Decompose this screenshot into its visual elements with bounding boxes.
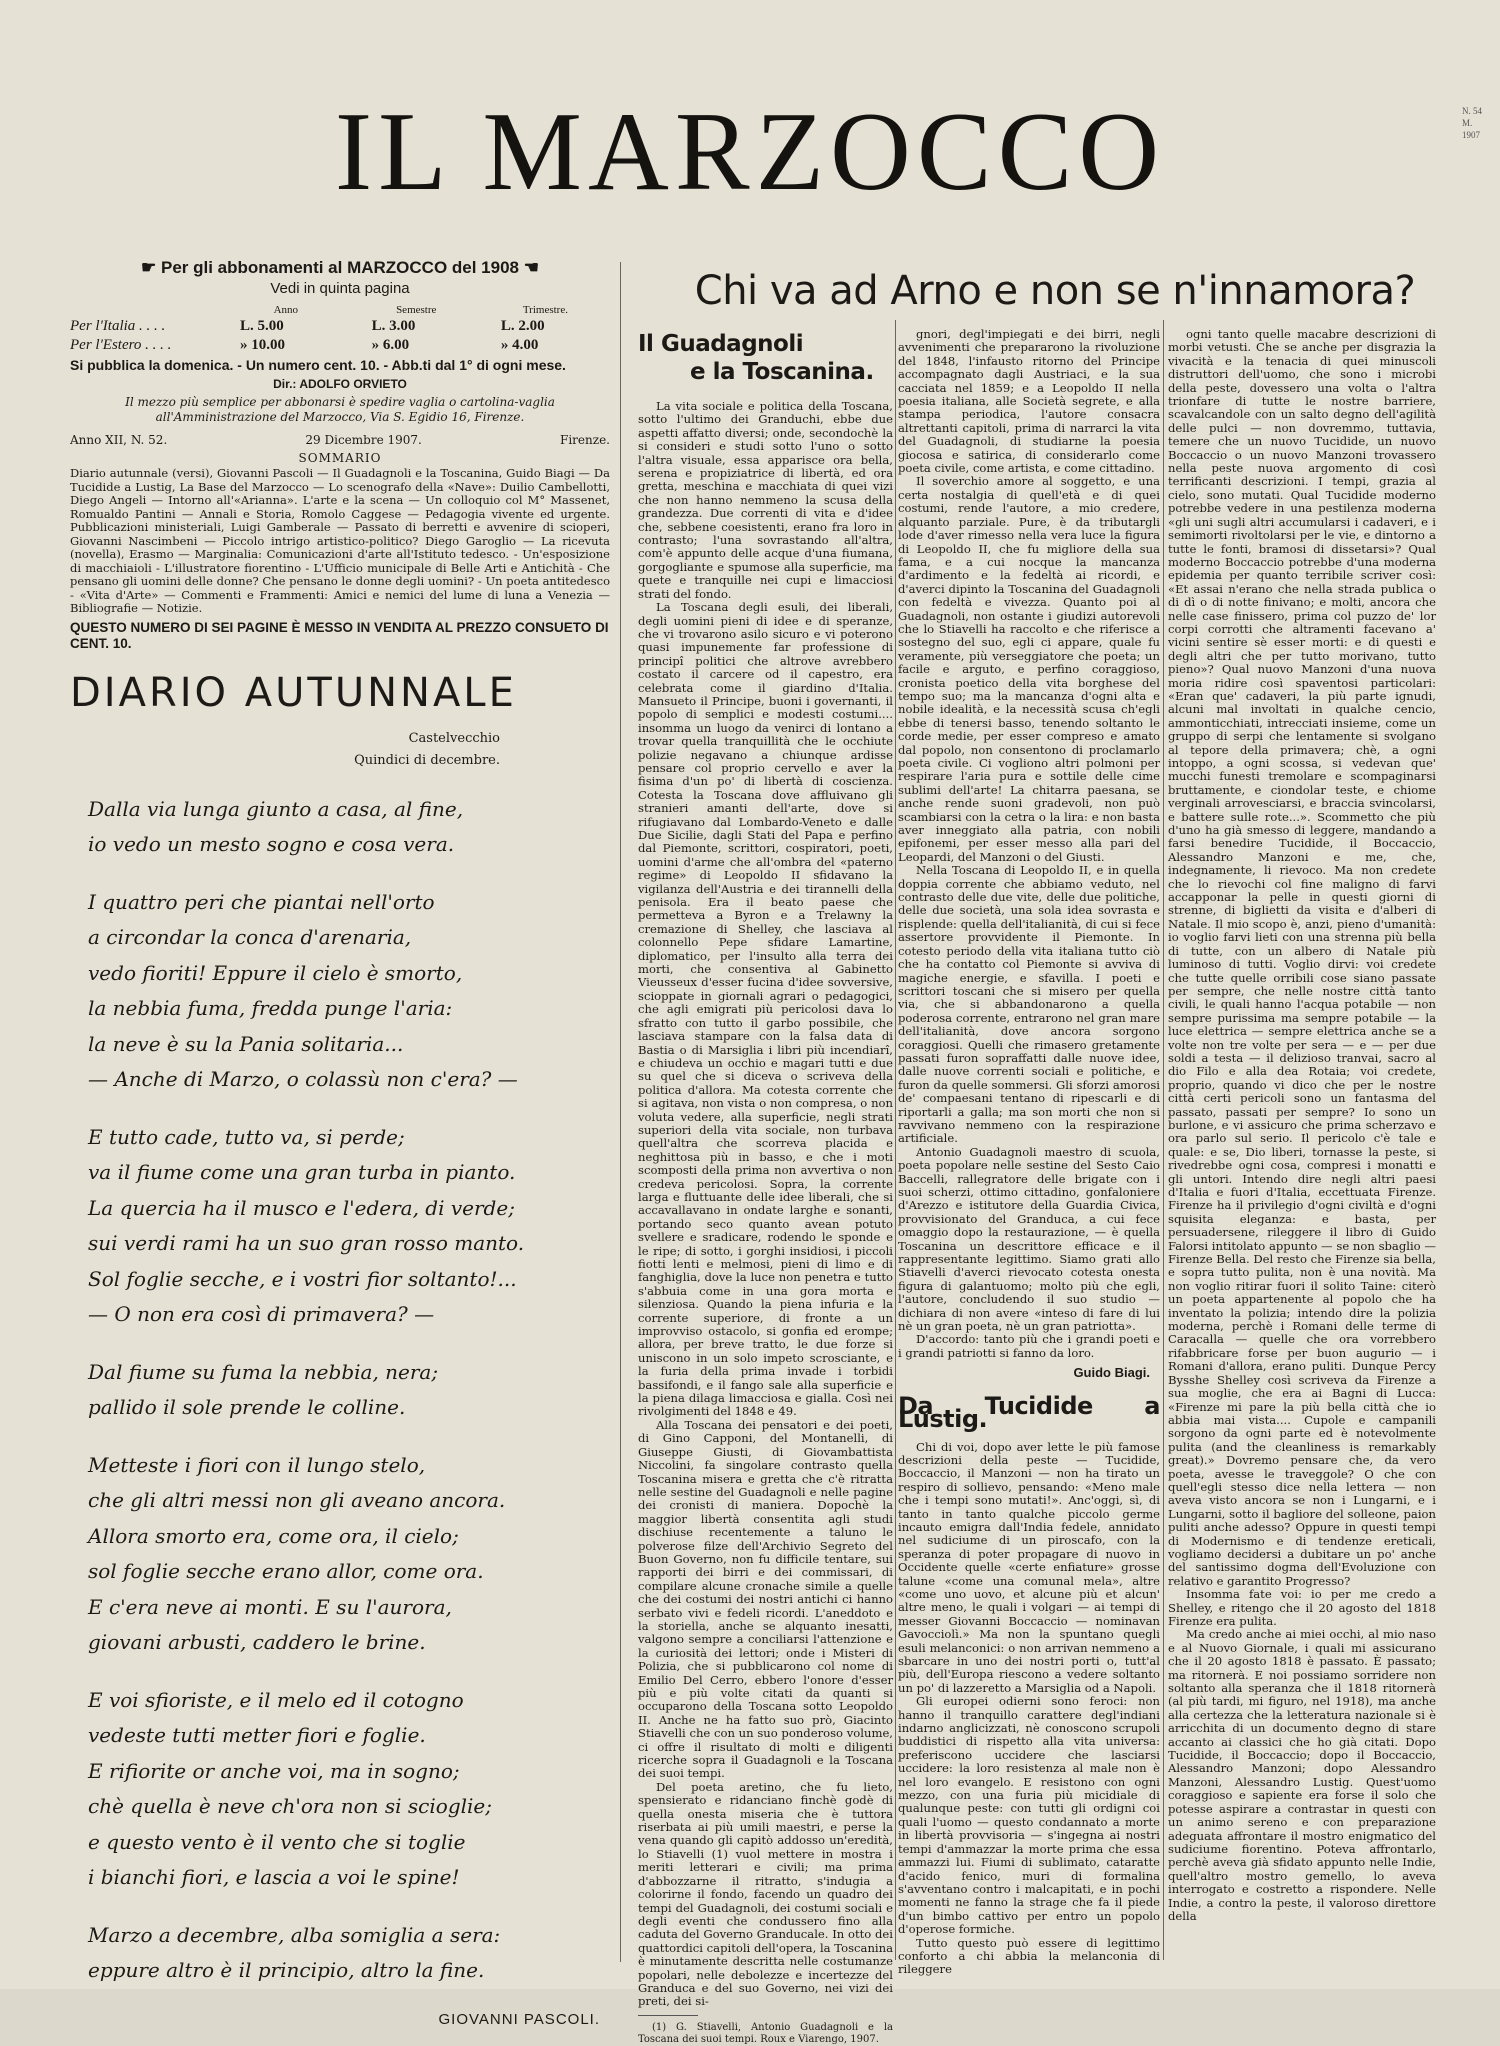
poem-line: chè quella è neve ch'ora non si scioglie; (88, 1794, 492, 1818)
article-title: Da Tucidide a Lustig. (898, 1391, 1160, 1434)
footnote: (1) G. Stiavelli, Antonio Guadagnoli e la Toscana dei suoi tempi. Roux e Viarengo, 1907. (638, 2021, 893, 2045)
poem-line: la neve è su la Pania solitaria... (88, 1031, 404, 1056)
poem-line: sui verdi rami ha un suo gran rosso manto. (88, 1231, 525, 1255)
price-value: » 4.00 (500, 337, 539, 353)
price-value: » 10.00 (240, 337, 285, 353)
poem-line: va il fiume come una gran turba in pianto. (88, 1160, 516, 1184)
poem-stanza (88, 1355, 610, 1426)
article-paragraph: Alla Toscana dei pensatori e dei poeti, di Gino Capponi, del Montanelli, di Giuseppe Giusti, di Giovambattista Niccolini, fa singolare contrasto quella Toscanina misera e gretta che c'è ritratta nelle sestine del Guadagnoli e nelle pagine dei cronisti di maniera. Dopochè la maggior libertà consentita agli studi dischiuse recentemente a taluno le polverose filze dell'Archivio Segreto del Buon Governo, non fu difficile tentare, sui rapporti dei birri e dei commissari, di compilare alcune cronache simile a quelle che dei costumi dei nostri antichi ci hanno serbato vivi e fedeli ricordi. L'aneddoto e la storiella, anche se alquanto inesatti, valgono sempre a conciliarsi l'attenzione e la curiosità dei lettori; onde i Misteri di Polizia, che si pubblicarono col nome di Emilio Del Cerro, ebbero l'onore d'esser più e più volte citati da quanti si occuparono della Toscana sotto Leopoldo II. Anche ne ha fatto suo prò, Giacinto Stiavelli che con un suo ponderoso volume, ci offre il risultato di molti e diligenti ricerche sopra il Guadagnoli e la Toscana dei suoi tempi. (638, 1417, 893, 1781)
price-row (70, 336, 610, 355)
poem-dateline (70, 728, 610, 772)
poem-line: — O non era così di primavera? — (88, 1302, 435, 1326)
article-paragraph: Nella Toscana di Leopoldo II, e in quella doppia corrente che abbiamo veduto, nel contrasto delle due vite, delle due politiche, delle due società, una sola idea sovrasta e risplende: quella dell'italianità, di cui si fece assertore provvidente il Piemonte. In cotesto periodo della vita italiana tutto ciò che ha contatto col Piemonte si avviva di magiche energie, e sfavilla. I poeti e scrittori toscani che si misero per quella via, che si abbandonarono a quella poderosa corrente, entrarono nel gran mare dell'italianità, dove ancora sorgono coraggiosi. Quelli che rimasero gretamente passati furon sopraffatti dalle nuove idee, dalle nuove correnti sociali e politiche, e furon da quelle sommersi. Gli sforzi amorosi de' compaesani tentano di ripescarli e di riportarli a galla; ma son morti che non si ravvivano nemmeno con la respirazione artificiale. (898, 863, 1160, 1146)
price-value: L. 2.00 (500, 318, 545, 334)
price-header-anno: Anno (273, 304, 299, 316)
article-column-3 (1168, 328, 1436, 1923)
poem-line: sol foglie secche erano allor, come ora. (88, 1559, 484, 1583)
article-column-2 (898, 328, 1160, 1977)
article-column-1 (638, 328, 893, 2046)
article-paragraph: D'accordo: tanto più che i grandi poeti e i grandi patriotti si fanno da loro. (898, 1332, 1160, 1360)
director: Dir.: ADOLFO ORVIETO (273, 377, 407, 391)
poem-body (70, 792, 610, 1989)
article-paragraph: gnori, degl'impiegati e dei birri, negli avvenimenti che prepararono la rivoluzione del 1848, l'infausto ritorno del Principe accompagnato dagli Austriaci, e la sua cacciata nel 1859; e a Leopoldo II nella poesia italiana, alle Società segrete, e alla stampa periodica, l'autore consacra altrettanti capitoli, prima di narrarci la vita del Guadagnoli, di studiarne la poesia giocosa e satirica, di considerarlo come poeta civile, come artista, e come cittadino. (898, 327, 1160, 476)
article-paragraph: Del poeta aretino, che fu lieto, spensierato e ridanciano finchè godè di quella onesta miseria che è tuttora riserbata ai più umili maestri, e perse la vena quando gli capitò addosso un'eredità, lo Stiavelli (1) vuol mettere in mostra i meriti letterari e civili; ma prima d'abbozzarne il ritratto, s'indugia a colorirne il fondo, facendo un quadro dei tempi del Guadagnoli, dei costumi sociali e degli eventi che condussero fino alla caduta del Governo Granducale. In otto dei quattordici capitoli dell'opera, la Toscanina è minutamente descritta nelle costumanze popolari, nelle debolezze e incertezze del Granduca e del suo Governo, nei vizi dei preti, dei si- (638, 1779, 893, 2009)
poem-line: pallido il sole prende le colline. (88, 1395, 406, 1419)
subscription-heading (70, 258, 610, 278)
article-paragraph: Gli europei odierni sono feroci: non hanno il tranquillo carattere degl'indiani indarno anglicizzati, nè conoscono scrupoli buddistici di rispetto alla vita universa: preferiscono uccidere che lasciarsi uccidere: la loro resistenza al male non è nel loro evangelo. E resistono con ogni mezzo, con una furia più micidiale di qualunque peste: con tutti gli ordigni coi quali l'uomo — questo condannato a morte in libertà provvisoria — s'ingegna ai nostri tempi d'ammazzar la morte prima che essa ammazzi lui. Fiumi di sublimato, cataratte d'acido fenico, muri di formalina s'avventano contro i malcapitati, e in pochi momenti ne fanno la strage che fa il piede d'un bimbo cattivo per entro un popolo d'operose formiche. (898, 1694, 1160, 1937)
price-value: L. 3.00 (371, 318, 416, 334)
masthead-title: IL MARZOCCO (334, 90, 1166, 214)
poem-line: Metteste i fiori con il lungo stelo, (88, 1452, 426, 1477)
poem-line: Dal fiume su fuma la nebbia, nera; (88, 1359, 439, 1384)
issue-line (70, 433, 610, 447)
poem-stanza (88, 792, 610, 863)
publication-info: Si pubblica la domenica. - Un numero cent. 10. - Abb.ti dal 1° di ogni mese. (70, 357, 566, 373)
issue-city: Firenze. (560, 433, 610, 447)
article-paragraph: La vita sociale e politica della Toscana, sotto l'ultimo dei Granduchi, ebbe due aspetti affatto diversi; onde, secondochè la si consideri e studi sotto l'uno o sotto l'altra visuale, essa apparisce ora bella, serena e propiziatrice di libertà, ed ora gretta, meschina e macchiata di quei vizi che non hanno nemmeno la scusa della grandezza. Due correnti di vita e d'idee che, sebbene coesistenti, erano fra loro in contrasto; l'una sovrastando all'altra, com'è appunto delle acque d'una fiumana, gorgogliante e spumose alla superficie, ma quete e tranquille nei cupi e limacciosi strati del fondo. (638, 399, 893, 601)
poem-line: vedeste tutti metter fiori e foglie. (88, 1723, 426, 1747)
article-body (638, 400, 893, 2009)
poem-line: I quattro peri che piantai nell'orto (88, 889, 435, 914)
issue-date: 29 Dicembre 1907. (305, 433, 422, 447)
poem-place: Castelvecchio (408, 730, 500, 746)
article-signature: Guido Biagi. (1073, 1365, 1150, 1381)
article-paragraph: La Toscana degli esuli, dei liberali, degli uomini pieni di idee e di speranze, che vi trovarono asilo sicuro e vi poterono quasi impunemente far professione di principî politici che altrove avrebbero costato il carcere od il capestro, era celebrata come il giardino d'Italia. Mansueto il Principe, buoni i governanti, il popolo di semplici e modesti costumi.... insomma un luogo da venirci di lontano a trovar quella tranquillità che le occhiute polizie negavano a chiunque ardisse pensare col proprio cervello e aver la fisima d'un po' di libertà di coscienza. Cotesta la Toscana dove affluivano gli stranieri amanti dell'arte, dove si rifugiavano dal Lombardo-Veneto e dalle Due Sicilie, dagli Stati del Papa e perfino dal Piemonte, scrittori, cospiratori, poeti, uomini d'arme che all'ombra del «paterno regime» di Leopoldo II sfidavano la vigilanza dell'Austria e dei tirannelli della penisola. Era il beato paese che permetteva a Byron e a Trelawny la cremazione di Shelley, che lasciava al colonnello Pepe sfidare Lamartine, diplomatico, per l'insulto alla terra dei morti, che consentiva al Gabinetto Vieusseux d'esser fucina d'idee sovversive, scioppate in giornali agrari o pedagogici, che agli emigrati più pericolosi dava lo sfratto con tutto il garbo possibile, che lasciava stampare con la falsa data di Bastia o di Marsiglia i libri più incendiarî, e chiudeva un occhio e magari tutti e due su quel che si diceva o scriveva della politica d'allora. Ma cotesta corrente che si agitava, non vista o non compresa, o non voluta vedere, alla superficie, negli strati superiori della vita sociale, non turbava quell'altra che scorreva placida e neghittosa più in basso, e che i moti scomposti della prima non avvertiva o non credeva pericolosi. Sopra, la corrente larga e fluttuante delle idee liberali, che si accavallavano in ondate larghe e sonanti, portando seco quanto avean potuto svellere e sradicare, rodendo le sponde e le ripe; di sotto, i gorghi insidiosi, i piccoli fiotti lenti e melmosi, pieni di limo e di fanghiglia, dove la luce non penetra e tutto s'abbuia come in una gora morta e silenziosa. Quando la piena infuria e la corrente superiore, di fronte a un improvviso ostacolo, si gonfia ed erompe; allora, per breve tratto, le due forze si uniscono in un solo impeto scrosciante, e la furia della prima invade i torbidi bassifondi, e il fango sale alla superficie e la piena dilaga limacciosa e gialla. Così nei rivolgimenti del 1848 e 49. (638, 600, 893, 1419)
poem-line: eppure altro è il principio, altro la fine. (88, 1958, 485, 1982)
article-paragraph: ogni tanto quelle macabre descrizioni di morbi vetusti. Che se anche per disgrazia la vivacità e la tenacia di quei minuscoli distruttori dell'uomo, che sono i microbi della peste, dovessero una volta o l'altra trionfare di tutte le nostre barriere, scavalcandole con un salto degno dell'agilità delle pulci — non dovremmo, tuttavia, temere che un nuovo Tucidide, un nuovo Boccaccio o un nuovo Manzoni trovassero nella peste nuova argomento di così terrificanti descrizioni. I tempi, grazia al cielo, sono mutati. Qual Tucidide moderno potrebbe vedere in una pestilenza moderna «gli uni sugli altri accumularsi i cadaveri, e i semimorti rivoltolarsi per le vie, e dintorno a tutte le fonti, bramosi di dissetarsi»? Qual moderno Boccaccio potrebbe d'una moderna epidemia per quanto terribile scriver così: «Et assai n'erano che nella strada publica o di dì o di notte finivano; e molti, ancora che nelle case finissero, prima col puzzo de' lor corpi corrotti che altramenti facevano a' vicini sentire sè esser morti: e di questi e degli altri che per tutto morivano, tutto pieno»? Qual nuovo Manzoni d'una nuova moria ridire così spaventosi particolari: «Eran que' cadaveri, la più parte ignudi, alcuni mal involtati in qualche cencio, ammonticchiati, intrecciati insieme, come un gruppo di serpi che lentamente si svolgano al tepore della primavera; chè, a ogni intoppo, a ogni scossa, si vedevan que' mucchi funesti tremolare e scompaginarsi bruttamente, e ciondolar teste, e chiome verginali arrovesciarsi, e braccia svincolarsi, e battere sulle rote...». Scommetto che più d'uno ha già smesso di leggere, mandando a farsi benedire Tucidide, il Boccaccio, Alessandro Manzoni e me, che, indegnamente, li rievoco. Ma non credete che lo rievochi col fine maligno di farvi accapponar la pelle in questi giorni di strenne, di biglietti da visita e d'alberi di Natale. Il mio scopo è, anzi, pieno d'umanità: io voglio farvi lieti con una strenna più bella di tutte, con un albero di Natale più luminoso di tutti. Voglio dirvi: voi credete che tutte quelle orribili cose siano passate per sempre, che nelle nostre città tanto civili, le quali hanno l'acqua potabile — non sempre purissima ma sempre potabile — la luce elettrica — sempre elettrica anche se a volte non tre volte per sera — e — per due soldi a testa — il delizioso tranvai, sacro al dio Filo e alla dea Rotaia; voi credete, proprio, quando vi dico che per le nostre città certi pericoli sono un fantasma del passato, passati per sempre? Io sono un burlone, e vi assicuro che prima scherzavo e ora parlo sul serio. Il pericolo c'è tale e quale: e se, Dio liberi, tornasse la peste, si rivedrebbe ogni cosa, compresi i monatti e gli untori. Intendo dire negli altri paesi d'Italia e fuori d'Italia, eccettuata Firenze. Firenze ha il privilegio d'ogni civiltà e d'ogni squisita eleganza: e basta, per persuadersene, rileggere il libro di Guido Falorsi intitolato appunto — se non sbaglio — Firenze Bella. Del resto che Firenze sia bella, e sopra tutto pulita, non è una novità. Ma non voglio ritirar fuori il solito Taine: citerò un poeta appartenente al popolo che ha inventato la polizia; intendo dire la polizia moderna, perchè i Romani delle terme di Caracalla — quelle che ora vorrebbero rifabbricare forse per buon augurio — i Romani d'allora, erano puliti. Dunque Percy Bysshe Shelley così scriveva da Firenze a sua moglie, che era ai Bagni di Lucca: «Firenze mi pare la più bella città che io abbia mai vista.... Cupole e campanili sorgono da ogni parte ed è notevolmente pulita (and the cleanliness is remarkably great).» Dovremo pensare che, da vero poeta, avesse le traveggole? O che con quell'egli stesso dice nella lettera — non aveva visto ancora se non i Lungarni, e i Lungarni, sotto il bagliore del solleone, paion puliti anche adesso? Oppure in questi tempi di Modernismo e di tendenze ereticali, vogliamo decidersi a dubitare un po' anche del santissimo dogma dell'Evoluzione con relativo e garantito Progresso? (1168, 327, 1436, 1588)
poem-line: E voi sfioriste, e il melo ed il cotogno (88, 1687, 464, 1712)
poem-line: i bianchi fiori, e lascia a voi le spine! (88, 1865, 460, 1889)
poem-line: la nebbia fuma, fredda punge l'aria: (88, 996, 453, 1020)
poem-line: La quercia ha il musco e l'edera, di verde; (88, 1195, 515, 1220)
poem-line: io vedo un mesto sogno e cosa vera. (88, 832, 455, 856)
column-rule (620, 262, 621, 1962)
summary-heading: SOMMARIO (298, 451, 382, 465)
see-page-note: Vedi in quinta pagina (270, 280, 410, 297)
left-column (70, 258, 610, 2028)
sale-notice: QUESTO NUMERO DI SEI PAGINE È MESSO IN VENDITA AL PREZZO CONSUETO DI CENT. 10. (70, 619, 609, 651)
price-header-trimestre: Trimestre. (522, 304, 568, 316)
poem-line: Allora smorto era, come ora, il cielo; (88, 1523, 459, 1548)
poem-stanza (88, 1918, 610, 1989)
article-title (638, 330, 893, 386)
pointing-hand-icon: ☚ (523, 258, 539, 277)
article-body (898, 328, 1160, 1360)
article-paragraph: Ma credo anche ai miei occhi, al mio naso e al Nuovo Giornale, i quali mi assicurano che il 20 agosto 1818 è passato. È passato; ma ritornerà. E noi possiamo sorridere non soltanto alla speranza che il 1818 ritornerà (al più tardi, mi figuro, nel 1918), ma anche alla certezza che la letteratura nazionale si è arricchita di un documento degno di stare accanto ai classici che ho già citati. Dopo Tucidide, il Boccaccio; dopo il Boccaccio, Alessandro Manzoni; dopo Alessandro Manzoni, Alessandro Lustig. Quest'uomo coraggioso e sapiente era forse il solo che potesse aspirare a contrastar in questi con un animo sereno e con preparazione adeguata affrontare il mostro enigmatico del sudiciume fiorentino. Poteva affrontarlo, perchè aveva già sfidato appunto nelle Indie, quell'altro mostro gemello, lo aveva interrogato e costretto a rispondere. Nelle Indie, a contro la peste, il valoroso direttore della (1168, 1627, 1436, 1923)
price-value: » 6.00 (371, 337, 410, 353)
article-body (1168, 328, 1436, 1923)
column-rule (895, 320, 896, 1960)
article-paragraph: Tutto questo può essere di legittimo conforto a chi abbia la melanconia di rileggere (898, 1935, 1160, 1977)
article-paragraph: Antonio Guadagnoli maestro di scuola, poeta popolare nelle sestine del Sesto Caio Baccelli, rallegratore delle brigate con i suoi scherzi, ottimo cittadino, gonfaloniere d'Arezzo e istitutore della Guardia Civica, provvisionato del Granduca, a cui fece omaggio dopo la restaurazione, — è quella Toscanina un descrittore efficace e il rappresentante legittimo. Siamo grati allo Stiavelli d'averci rievocato cotesta onesta figura di galantuomo; molto più che egli, l'autore, concludendo il suo studio — dichiara di non avere «inteso di fare di lui nè un gran poeta, nè un gran patriotta». (898, 1144, 1160, 1334)
footnote-rule (638, 2015, 698, 2016)
poem-date: Quindici di decembre. (354, 752, 500, 768)
poem-line: E tutto cade, tutto va, si perde; (88, 1124, 405, 1149)
issue-number: Anno XII, N. 52. (70, 433, 168, 447)
poem-line: E c'era neve ai monti. E su l'aurora, (88, 1594, 452, 1619)
main-headline: Chi va ad Arno e non se n'innamora? (694, 268, 1416, 314)
poem-line: a circondar la conca d'arenaria, (88, 925, 412, 949)
poem-line: e questo vento è il vento che si toglie (88, 1829, 466, 1854)
pointing-hand-icon: ☛ (141, 258, 157, 277)
poem-title: DIARIO AUTUNNALE (70, 669, 517, 716)
subscription-text: Per gli abbonamenti al MARZOCCO del 1908 (160, 258, 520, 277)
price-header-semestre: Semestre (396, 304, 437, 316)
article-paragraph: Insomma fate voi: io per me credo a Shelley, e ritengo che il 20 agosto del 1818 Firenze era pulita. (1168, 1587, 1436, 1628)
price-value: L. 5.00 (240, 318, 284, 334)
poem-line: giovani arbusti, caddero le brine. (88, 1630, 426, 1654)
article-body (898, 1441, 1160, 1977)
handwritten-corner-note: N. 54 M. 1907 (1462, 106, 1482, 140)
poem-line: E rifiorite or anche voi, ma in sogno; (88, 1758, 460, 1783)
poem-author: GIOVANNI PASCOLI. (438, 2010, 600, 2028)
poem-line: — Anche di Marzo, o colassù non c'era? — (88, 1067, 518, 1091)
poem-line: Marzo a decembre, alba somiglia a sera: (88, 1922, 501, 1947)
column-rule (1163, 320, 1164, 1960)
summary-text: Diario autunnale (versi), Giovanni Pascoli — Il Guadagnoli e la Toscanina, Guido Biagi — Da Tucidide a Lustig, La Base del Marzocco — Lo scenografo della «Nave»: Duilio Cambellotti, Diego Angeli — Intorno all'«Arianna». L'arte e la scena — Un colloquio col M° Massenet, Romualdo Pantini — Annali e Storia, Romolo Caggese — Pedagogia vivente ed urgente. Pubblicazioni ministeriali, Luigi Gamberale — Passato di berretti e avvenire di scioperi, Giovanni Nascimbeni — Piccolo intrigo artistico-politico? Diego Garoglio — La ricevuta (novella), Erasmo — Marginalia: Comunicazioni d'arte all'Istituto tedesco. - Un'esposizione di macchiaioli - L'illustratore fiorentino - L'Ufficio municipale di Belle Arti e Antichità - Che pensano gli uomini delle donne? Che pensano le donne degli uomini? - Un poeta antitedesco - «Vita d'Arte» — Commenti e Frammenti: Amici e nemici del lume di luna a Venezia — Bibliografie — Notizie. (70, 466, 610, 615)
subscription-instructions: Il mezzo più semplice per abbonarsi è spedire vaglia o cartolina-vaglia all'Amministrazione del Marzocco, Via S. Egidio 16, Firenze. (125, 395, 555, 424)
article-paragraph: Il soverchio amore al soggetto, e una certa nostalgia di quell'età e di quei costumi, rende l'autore, a mio credere, alquanto parziale. Pure, è da tributargli lode d'aver rimesso nella vera luce la figura di Leopoldo II, che fu migliore della sua fama, e a cui nocque la mancanza d'ardimento e la fedeltà ai ricordi, e d'averci dipinto la Toscanina del Guadagnoli con fedeltà e vivezza. Quanto poi al Guadagnoli, non ostante i giudizi autorevoli che lo Stiavelli ha raccolto e che riferisce a sostegno del suo, egli ci appare, quale fu veramente, più verseggiatore che poeta; un facile e arguto, e perfino coraggioso, cronista poetico della vita borghese del tempo suo; ma la mancanza d'ogni alta e nobile idealità, e la necessità scusa ch'egli ebbe di tenersi basso, tenendo soltanto le corde medie, per esser compreso e amato dal popolo, non consentono di proclamarlo poeta civile. Ci vogliono altri polmoni per respirare l'aria pura e sottile delle cime sublimi dell'arte! La chitarra paesana, se anche rende suoni gradevoli, non può scambiarsi con la cetra o la lira: e non basta aver inneggiato alla patria, con nobili epifonemi, per esser messo alla pari del Leopardi, del Manzoni o del Giusti. (898, 474, 1160, 864)
poem-line: Sol foglie secche, e i vostri fior soltanto!... (88, 1266, 517, 1291)
article-title-line: Il Guadagnoli (638, 331, 804, 357)
poem-stanza (88, 1448, 610, 1661)
poem-line: vedo fioriti! Eppure il cielo è smorto, (88, 960, 463, 985)
poem-stanza (88, 1683, 610, 1896)
poem-stanza (88, 1120, 610, 1333)
article-paragraph: Chi di voi, dopo aver lette le più famose descrizioni della peste — Tucidide, Boccaccio, il Manzoni — non ha tirato un respiro di sollievo, pensando: «Meno male che i tempi sono mutati!». Anc'oggi, sì, di tanto in tanto qualche piccolo germe incauto emigra dall'India fedele, annidato nel sudiciume di un piroscafo, con la speranza di poter propagare di nuovo in Occidente quelle «certe enfiature» grosse talune «come una comunal mela», altre «come uno uovo, et alcune più et alcun' altre meno, le quali i volgari — ai tempi di messer Giovanni Boccaccio — nominavan Gavocciolì.» Ma non la spuntano quegli esuli melanconici: o non arrivan nemmeno a sbarcare in uno dei nostri porti o, tutt'al più, dell'Europa riescono a vedere soltanto un po' di lazzeretto a Marsiglia od a Napoli. (898, 1439, 1160, 1695)
poem-line: Dalla via lunga giunto a casa, al fine, (88, 796, 464, 821)
price-table (70, 303, 610, 355)
price-row (70, 317, 610, 336)
article-title-line: e la Toscanina. (690, 359, 874, 385)
price-label: Per l'Italia . . . . (70, 318, 166, 334)
poem-stanza (88, 885, 610, 1098)
poem-line: che gli altri messi non gli aveano ancora. (88, 1488, 506, 1512)
price-label: Per l'Estero . . . . (70, 337, 172, 353)
